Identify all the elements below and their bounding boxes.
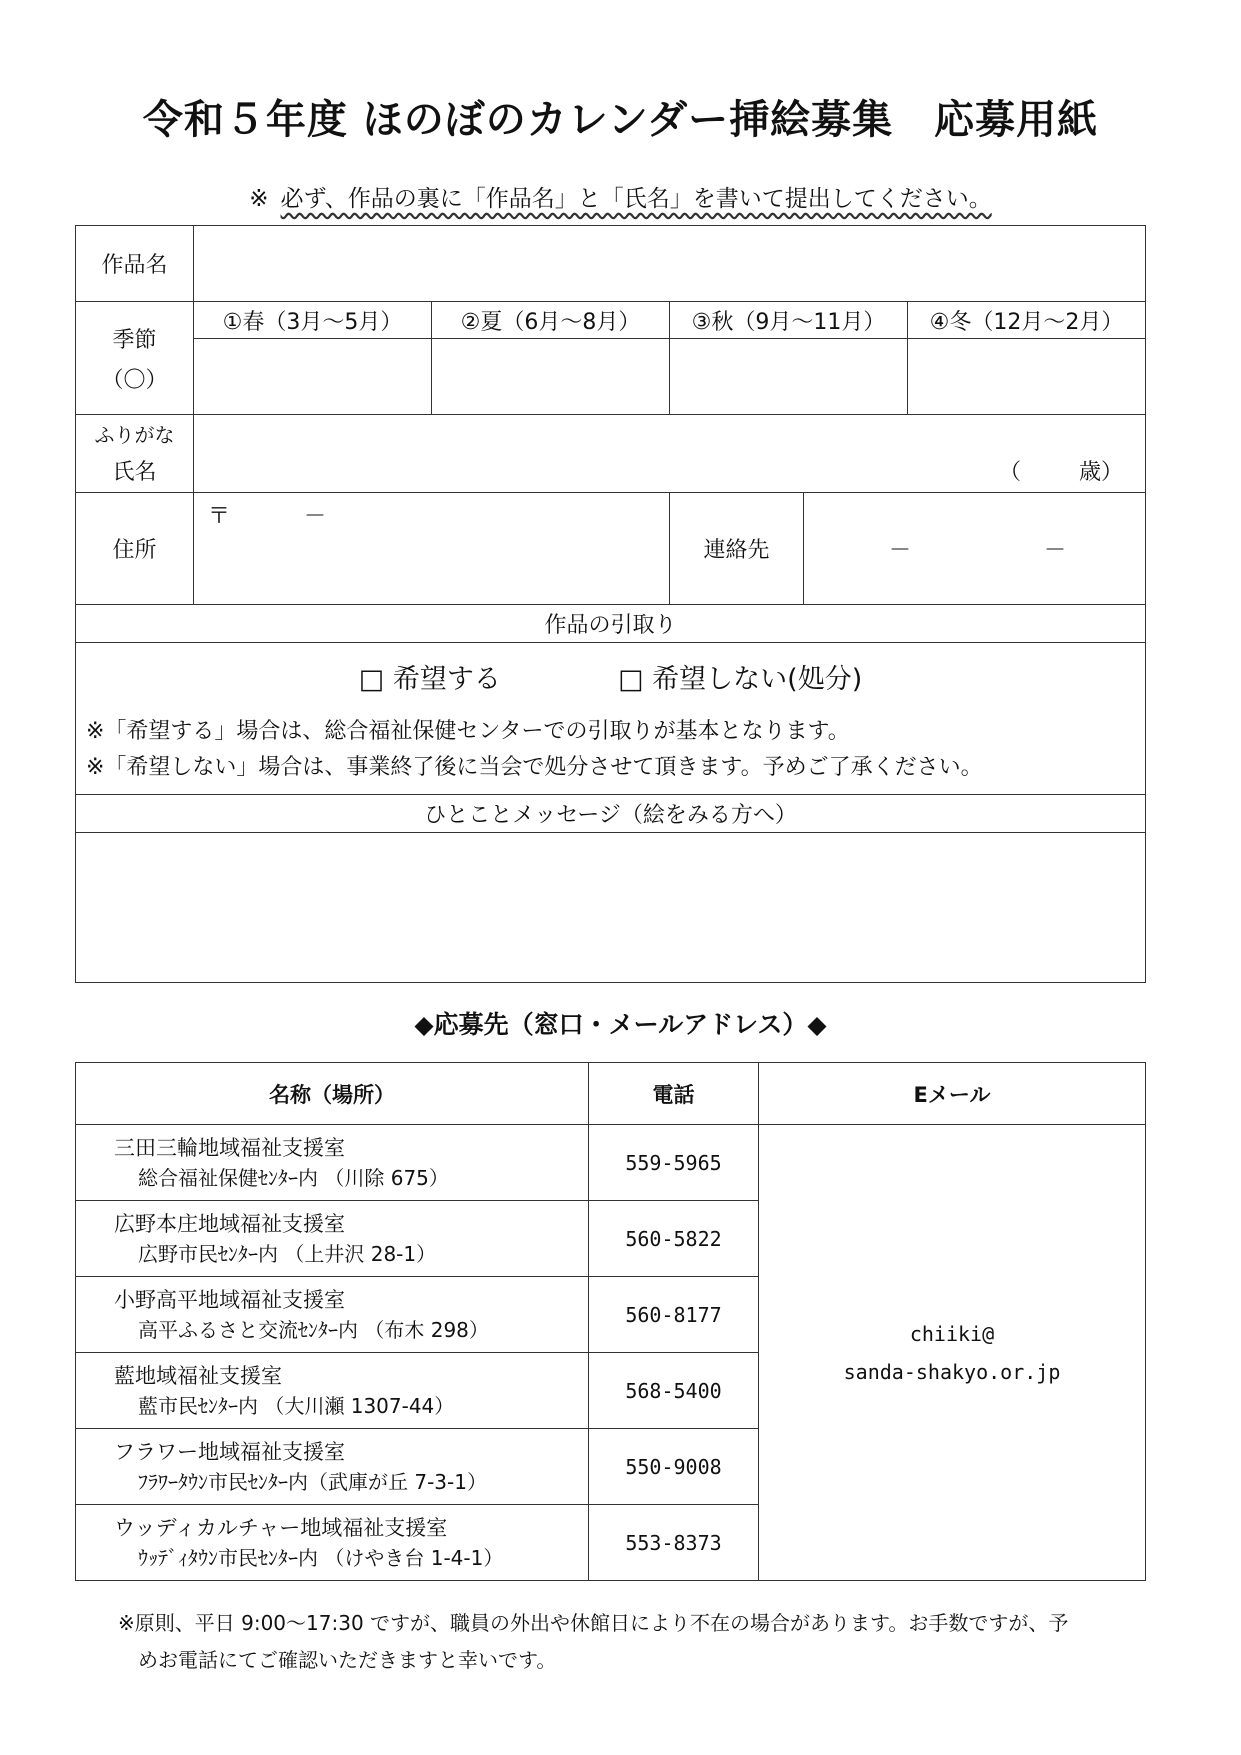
email-line-1: chiiki@: [909, 1321, 995, 1346]
office-location: 高平ふるさと交流ｾﾝﾀｰ内 （布木 298）: [138, 1317, 489, 1342]
notice-mark: ※: [249, 186, 269, 212]
season-label-text: 季節: [112, 328, 157, 353]
season-autumn-label: ③秋（9月～11月）: [670, 302, 908, 339]
message-header: ひとことメッセージ（絵をみる方へ）: [76, 795, 1146, 833]
phone-dash-2: －: [1044, 538, 1067, 563]
office-name: 三田三輪地域福祉支援室: [114, 1135, 345, 1160]
email-line-2: sanda-shakyo.or.jp: [843, 1359, 1061, 1384]
office-cell: [76, 1125, 589, 1201]
office-name: フラワー地域福祉支援室: [114, 1439, 345, 1464]
office-name: ウッディカルチャー地域福祉支援室: [114, 1515, 448, 1540]
contacts-title: ◆応募先（窓口・メールアドレス）◆: [414, 1010, 827, 1039]
address-field[interactable]: [194, 493, 670, 605]
submission-notice: [0, 180, 1241, 213]
name-field[interactable]: [194, 415, 1146, 493]
notice-text: 必ず、作品の裏に「作品名」と「氏名」を書いて提出してください。: [280, 186, 992, 212]
office-phone: 560-8177: [589, 1277, 759, 1353]
office-location: 藍市民ｾﾝﾀｰ内 （大川瀬 1307-44）: [138, 1393, 455, 1418]
season-summer-field[interactable]: [432, 339, 670, 415]
name-label-text: 氏名: [112, 459, 157, 485]
season-summer-label: ②夏（6月～8月）: [432, 302, 670, 339]
work-name-field[interactable]: [194, 226, 1146, 302]
office-phone: 559-5965: [589, 1125, 759, 1201]
office-phone: 560-5822: [589, 1201, 759, 1277]
office-name: 藍地域福祉支援室: [114, 1363, 282, 1388]
office-name: 広野本庄地域福祉支援室: [114, 1211, 345, 1236]
age-label: 歳）: [1079, 460, 1124, 485]
pickup-options: [86, 657, 1145, 696]
pickup-yes-checkbox[interactable]: □ 希望する: [358, 664, 501, 695]
postal-mark: 〒: [208, 504, 231, 529]
office-location: 総合福祉保健ｾﾝﾀｰ内 （川除 675）: [138, 1165, 449, 1190]
season-label-circle: （〇）: [101, 368, 168, 393]
contact-field[interactable]: [804, 493, 1146, 605]
phone-dash-1: －: [889, 538, 912, 563]
furigana-label: ふりがな: [94, 422, 175, 447]
office-name: 小野高平地域福祉支援室: [114, 1287, 345, 1312]
office-phone: 553-8373: [589, 1505, 759, 1581]
email-cell: [759, 1125, 1146, 1581]
season-autumn-field[interactable]: [670, 339, 908, 415]
pickup-section: [76, 643, 1146, 795]
contacts-header-phone: 電話: [589, 1063, 759, 1125]
footnote-line-1: ※原則、平日 9:00～17:30 ですが、職員の外出や休館日により不在の場合があります。お手数ですが、予: [118, 1611, 1069, 1635]
message-field[interactable]: [76, 833, 1146, 983]
season-winter-field[interactable]: [908, 339, 1146, 415]
office-cell: [76, 1277, 589, 1353]
season-spring-label: ①春（3月～5月）: [194, 302, 432, 339]
office-phone: 550-9008: [589, 1429, 759, 1505]
application-form: [75, 225, 1146, 983]
table-row: [76, 1125, 1146, 1201]
address-label: 住所: [76, 493, 194, 605]
office-location: ｳｯﾃﾞｨﾀｳﾝ市民ｾﾝﾀｰ内 （けやき台 1-4-1）: [138, 1545, 504, 1570]
contact-label: 連絡先: [670, 493, 804, 605]
page-title: 令和５年度 ほのぼのカレンダー挿絵募集 応募用紙: [142, 97, 1099, 143]
name-label: [76, 415, 194, 493]
footnote-line-2: めお電話にてご確認いただきますと幸いです。: [138, 1648, 557, 1672]
age-open-paren: （: [999, 460, 1022, 485]
pickup-header: 作品の引取り: [76, 605, 1146, 643]
work-name-label: 作品名: [76, 226, 194, 302]
footnote: [118, 1605, 1158, 1679]
contacts-table: [75, 1062, 1146, 1581]
postal-dash: －: [304, 504, 327, 529]
office-location: 広野市民ｾﾝﾀｰ内 （上井沢 28-1）: [138, 1241, 437, 1266]
pickup-note-2: ※「希望しない」場合は、事業終了後に当会で処分させて頂きます。予めご了承ください。: [86, 755, 983, 780]
office-phone: 568-5400: [589, 1353, 759, 1429]
pickup-note-1: ※「希望する」場合は、総合福祉保健センターでの引取りが基本となります。: [86, 719, 850, 744]
office-cell: [76, 1201, 589, 1277]
office-cell: [76, 1505, 589, 1581]
office-cell: [76, 1429, 589, 1505]
season-winter-label: ④冬（12月～2月）: [908, 302, 1146, 339]
season-spring-field[interactable]: [194, 339, 432, 415]
contacts-header-name: 名称（場所）: [76, 1063, 589, 1125]
pickup-no-checkbox[interactable]: □ 希望しない(処分): [618, 664, 863, 695]
office-location: ﾌﾗﾜｰﾀｳﾝ市民ｾﾝﾀｰ内（武庫が丘 7-3-1）: [138, 1469, 487, 1494]
season-label: [76, 302, 194, 415]
contacts-header-email: Eメール: [759, 1063, 1146, 1125]
office-cell: [76, 1353, 589, 1429]
